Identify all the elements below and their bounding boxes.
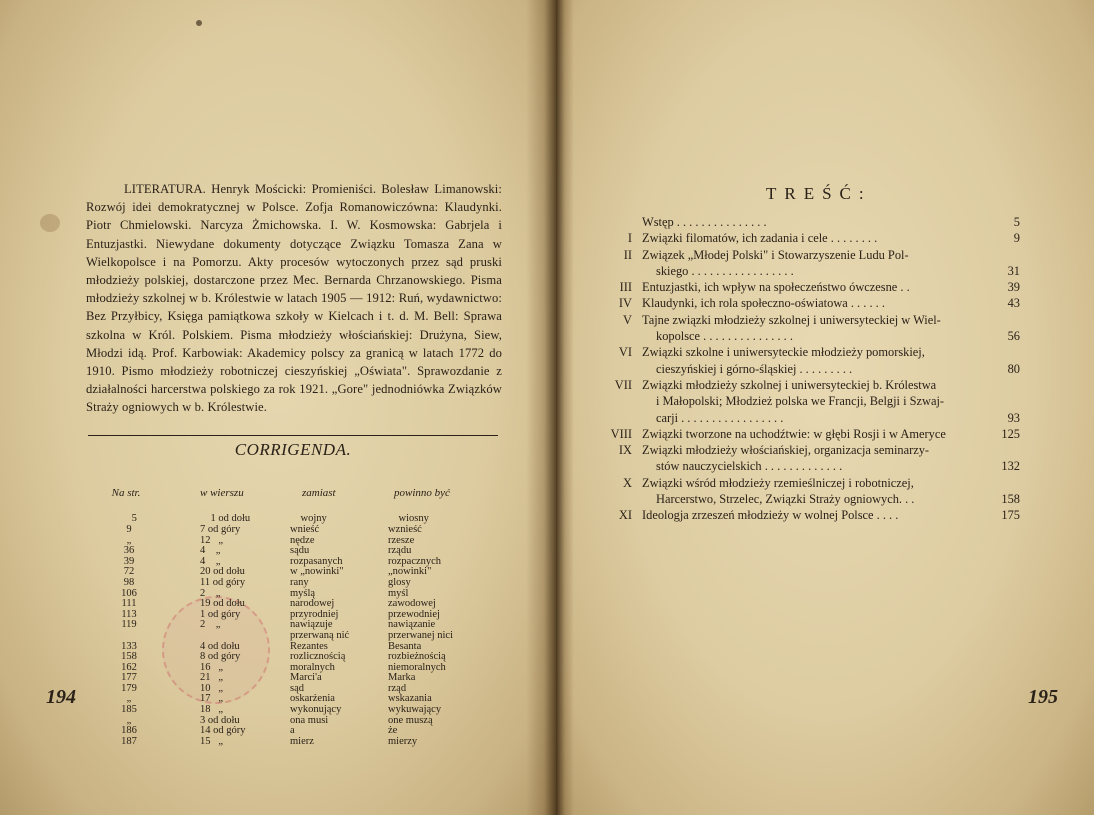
corrigenda-col-line [200,467,250,758]
page-number-right: 195 [1028,686,1058,708]
toc-entry [608,247,1020,280]
toc-entry-line: Entuzjastki, ich wpływ na społeczeństwo ówczesne . . [642,280,910,295]
toc-entry [608,279,1020,295]
corrigenda-header-instead: zamiast [302,487,336,500]
toc-entry-title [642,426,986,442]
toc-entry-number: I [627,231,632,246]
corrigenda-pages: 5 9 „ 36 39 72 98 106 111 113 119 133 158 162 177 179 „ 185 „ 186 187 [121,513,137,747]
corrigenda-instead-values: wojny wnieść nędze sądu rozpasanych w „nowinki" rany myślą narodowej przyrodniej nawiązuje przerwaną nić Rezantes rozlicznością moralnych Marci'a sąd oskarżenia wykonujący ona musi a mierz [290,513,350,747]
page-number-left: 194 [46,686,76,708]
toc-entry-line: Ideologja zrzeszeń młodzieży w wolnej Polsce . . . . [642,508,899,523]
corrigenda-should-values: wiosny wznieść rzesze rządu rozpacznych „nowinki" glosy myśl zawodowej przewodniej nawiązanie przerwanej nici Besanta rozbieżnością niemoralnych Marka rząd wskazania wykuwający one muszą że mierzy [388,513,454,747]
toc-entry-page: 5 [1013,215,1020,229]
toc-entry-page: 93 [1007,410,1020,425]
corrigenda-title: CORRIGENDA. [234,440,352,459]
toc-entry-title [642,344,986,377]
toc-entry [608,230,1020,246]
right-page [556,0,1094,815]
toc-entry-line: Związki wśród młodzieży rzemieślniczej i robotniczej, [642,475,914,490]
toc-entry [608,295,1020,311]
toc-entry-line: kopolsce . . . . . . . . . . . . . . . [656,329,793,344]
toc-entry-line: skiego . . . . . . . . . . . . . . . . . [656,263,794,278]
toc-entry-title [642,247,986,280]
corrigenda-header-should: powinno być [394,487,450,500]
toc-entry-page: 9 [1013,231,1020,246]
corrigenda-col-instead [290,467,349,758]
toc-entry [608,507,1020,523]
ink-spot [196,20,202,26]
toc-entry-line: Klaudynki, ich rola społeczno-oświatowa . . . . . . [642,296,885,311]
toc-entry [608,312,1020,345]
corrigenda-lines: 1 od dołu 7 od góry 12 „ 4 „ 4 „ 20 od dołu 11 od góry 2 „ 19 od dołu 1 od góry 2 „ 4 od dołu 8 od góry 16 „ 21 „ 10 „ 17 „ 18 „ 3 od dołu 14 od góry 15 „ [200,513,251,747]
table-of-contents [608,214,1020,524]
toc-entry-page: 158 [1001,492,1020,507]
toc-entry-line: Związki młodzieży szkolnej i uniwersyteckiej b. Królestwa [642,377,937,392]
toc-entry-page: 132 [1001,459,1020,474]
toc-entry-number: IV [618,296,632,311]
toc-entry-number: IX [618,443,632,458]
toc-entry-line: carji . . . . . . . . . . . . . . . . . [656,410,784,425]
toc-entry-title [642,442,986,475]
toc-entry-page: 175 [1001,508,1020,523]
book-gutter-shadow [526,0,556,815]
toc-entry-line: Harcerstwo, Strzelec, Związki Straży ogniowych. . . [656,492,915,507]
toc-entry-title [642,312,986,345]
toc-entry-line: stów nauczycielskich . . . . . . . . . . . . . [656,459,843,474]
toc-entry-title [642,377,986,426]
corrigenda-header-page: Na str. [111,487,141,500]
toc-entry-page: 43 [1007,296,1020,311]
toc-entry-number: VIII [610,426,632,441]
toc-entry-page: 125 [1001,426,1020,441]
toc-entry-page: 31 [1007,263,1020,278]
stain [40,214,60,232]
literature-paragraph: LITERATURA. Henryk Mościcki: Promieniści. Bolesław Limanowski: Rozwój idei demokratycznej w Polsce. Zofja Romanowiczówna: Klaudynki. Piotr Chmielowski. Narcyza Żmichowska. I. W. Kosmowska: Gabrjela i Entuzjastki. Niewydane dokumenty dotyczące Związku Tomasza Zana w Wielkopolsce i na Pomorzu. Akty procesów wytoczonych przez sąd pruski młodzieży polskiej, dostarczone przez Mec. Bernarda Chrzanowskiego. Pisma młodzieży szkolnej w b. Królestwie w latach 1905 — 1912: Ruń, wydawnictwo: Bez Przyłbicy, Księga pamiątkowa szkoły w Kielcach i t. d. M. Bell: Sprawa szkolna w Król. Polskiem. Pisma młodzieży włościańskiej: Drużyna, Siew, Młodzi idą. Prof. Karbowiak: Akademicy polscy za granicą w latach 1772 do 1910. Pismo młodzieży robotniczej cieszyńskiej „Oświata". Sprawozdanie z działalności harcerstwa polskiego za rok 1921. „Gore" jednodniówka Związków Straży ogniowych w b. Królestwie. [86,182,502,415]
toc-entry-number: III [619,280,632,295]
toc-entry-number: XI [618,508,632,523]
toc-title: TREŚĆ: [766,184,872,203]
toc-entry-title [642,507,986,523]
toc-entry-line: Związek „Młodej Polski" i Stowarzyszenie Ludu Pol- [642,247,909,262]
toc-entry-number: X [623,475,632,490]
toc-entry [608,344,1020,377]
toc-entry-title [642,230,986,246]
toc-entry [608,475,1020,508]
corrigenda-col-should [388,467,453,758]
toc-entry-title [642,295,986,311]
toc-entry-line: Związki tworzone na uchodźtwie: w głębi Rosji i w Ameryce [642,426,946,441]
toc-entry-line: Związki filomatów, ich zadania i cele . . . . . . . . [642,231,878,246]
toc-entry [608,426,1020,442]
book-gutter-shadow-right [556,0,574,815]
toc-entry-line: cieszyńskiej i górno-śląskiej . . . . . . . . . [656,361,853,376]
toc-entry-page: 56 [1007,329,1020,344]
corrigenda-header-line: w wierszu [200,487,244,500]
toc-entry-number: V [623,312,632,327]
section-rule [88,435,498,436]
toc-entry-line: Związki młodzieży włościańskiej, organizacja seminarzy- [642,443,930,458]
toc-entry [608,442,1020,475]
toc-entry-title [642,279,986,295]
corrigenda-col-page [111,467,144,758]
toc-entry-number: VI [618,345,632,360]
toc-entry-line: Wstęp . . . . . . . . . . . . . . . [642,215,767,229]
toc-entry-page: 39 [1007,280,1020,295]
toc-entry-page: 80 [1007,361,1020,376]
toc-entry-line: Związki szkolne i uniwersyteckie młodzieży pomorskiej, [642,345,925,360]
toc-entry-title [642,475,986,508]
toc-entry [608,214,1020,230]
toc-entry-title [642,214,986,230]
toc-entry-number: VII [614,377,632,392]
toc-entry [608,377,1020,426]
toc-entry-line: i Małopolski; Młodzież polska we Francji, Belgji i Szwaj- [656,394,945,409]
toc-entry-number: II [623,247,632,262]
toc-entry-line: Tajne związki młodzieży szkolnej i uniwersyteckiej w Wiel- [642,312,941,327]
